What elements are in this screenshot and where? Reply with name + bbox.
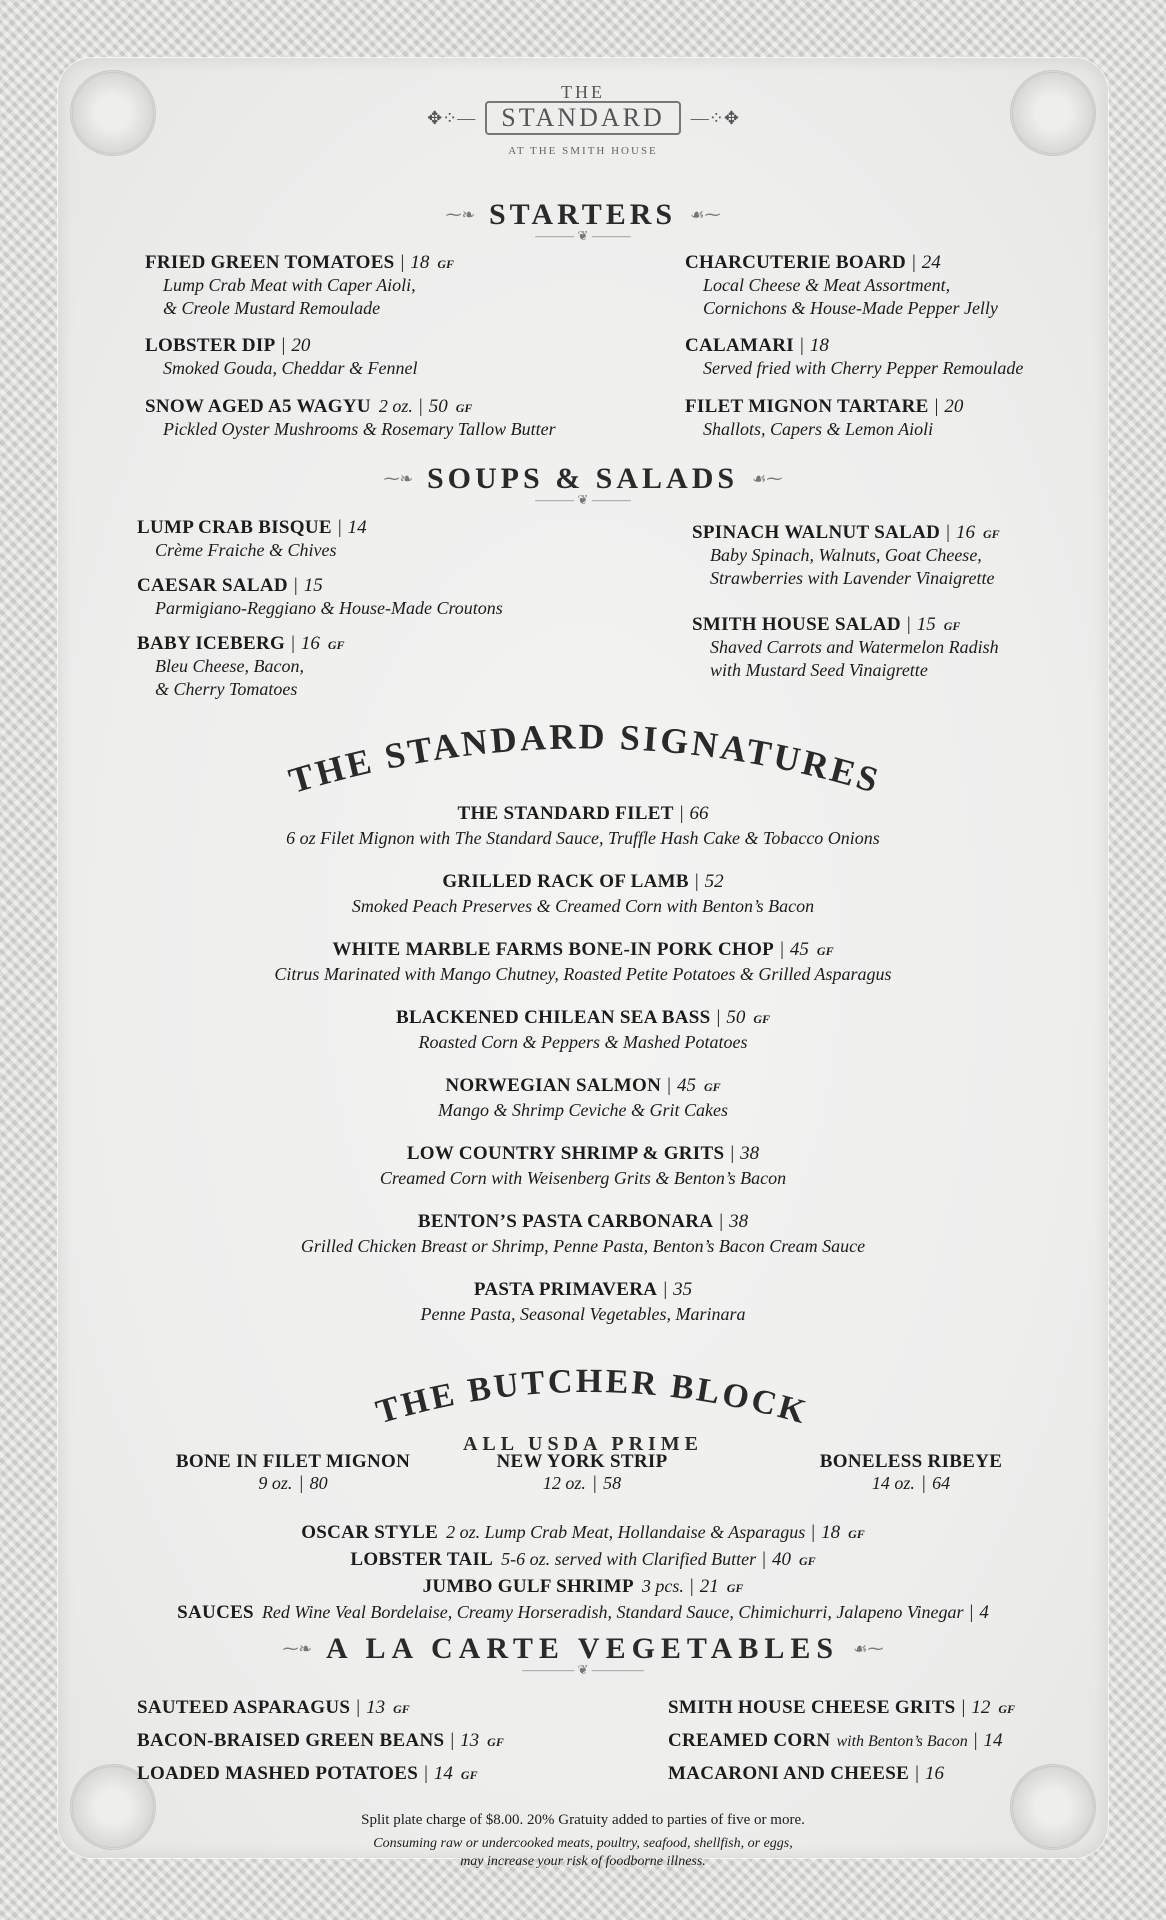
ornament-underline-icon: ——— ❦ ——— (535, 228, 631, 243)
description-line: & Creole Mustard Remoulade (163, 298, 381, 318)
description-line: Smoked Gouda, Cheddar & Fennel (163, 358, 418, 378)
gluten-free-badge: GF (460, 1768, 478, 1782)
item-description (685, 418, 963, 441)
menu-item-title (685, 252, 998, 274)
cut-size: 12 oz. (542, 1473, 586, 1493)
gluten-free-badge: GF (437, 257, 455, 271)
description-line: Strawberries with Lavender Vinaigrette (710, 568, 995, 588)
menu-item (692, 522, 1000, 590)
menu-item (685, 396, 963, 441)
price-separator: | (450, 1730, 455, 1751)
cut-price: 80 (309, 1473, 328, 1493)
addon-price: 21 (699, 1576, 719, 1597)
item-description (145, 274, 454, 320)
menu-item-title (0, 803, 1166, 825)
arched-heading (0, 716, 1166, 806)
menu-item (137, 517, 367, 562)
heading-text: THE STANDARD SIGNATURES (284, 716, 886, 802)
item-description (145, 418, 556, 441)
gluten-free-badge: GF (998, 1702, 1016, 1716)
menu-item-title (137, 633, 345, 655)
vegetable-item (137, 1730, 504, 1752)
gluten-free-badge: GF (455, 401, 473, 415)
item-note: with Benton’s Bacon (836, 1733, 968, 1750)
price-separator: | (969, 1602, 974, 1623)
ornament-right-icon: ☙⁓ (752, 471, 783, 488)
gluten-free-badge: GF (726, 1581, 744, 1595)
menu-item (137, 633, 345, 701)
price-separator: | (293, 575, 298, 596)
menu-item-title (145, 335, 417, 357)
item-description (685, 357, 1023, 380)
item-price: 14 (983, 1730, 1003, 1751)
item-description: Smoked Peach Preserves & Creamed Corn with Benton’s Bacon (351, 896, 815, 916)
item-description: Creamed Corn with Weisenberg Grits & Benton’s Bacon (379, 1168, 787, 1188)
item-name: CALAMARI (685, 335, 795, 356)
addon-name: SAUCES (177, 1602, 254, 1623)
item-name: SMITH HOUSE SALAD (692, 614, 901, 635)
item-price: 52 (704, 871, 724, 892)
menu-item (692, 614, 999, 682)
item-description: Penne Pasta, Seasonal Vegetables, Marinara (420, 1304, 746, 1324)
ornament-right-icon: ☙⁓ (690, 207, 721, 224)
vegetable-item (137, 1697, 410, 1719)
gluten-free-badge: GF (982, 527, 1000, 541)
price-separator: | (961, 1697, 966, 1718)
vegetable-item (137, 1763, 478, 1785)
item-price: 18 (809, 335, 829, 356)
addon-name: JUMBO GULF SHRIMP (422, 1576, 634, 1597)
price-separator: | (934, 396, 939, 417)
signature-item (0, 1279, 1166, 1326)
price-separator: | (418, 396, 423, 417)
menu-item-title (145, 396, 556, 418)
price-separator: | (780, 939, 784, 960)
cut-name: BONE IN FILET MIGNON (175, 1451, 411, 1472)
addon-name: LOBSTER TAIL (350, 1549, 494, 1570)
item-price: 38 (740, 1143, 760, 1164)
price-separator: | (591, 1473, 598, 1494)
description-line: Shaved Carrots and Watermelon Radish (710, 637, 999, 657)
addon-price: 18 (821, 1522, 841, 1543)
price-separator: | (694, 871, 699, 892)
item-price: 38 (729, 1211, 749, 1232)
description-line: Baby Spinach, Walnuts, Goat Cheese, (710, 545, 982, 565)
signature-item (0, 803, 1166, 850)
addon-description: 5-6 oz. served with Clarified Butter (501, 1549, 757, 1569)
item-price: 16 (300, 633, 320, 654)
menu-item-title (137, 575, 503, 597)
item-price: 45 (676, 1075, 696, 1096)
cut-price: 64 (932, 1473, 951, 1493)
price-separator: | (973, 1730, 978, 1751)
item-description: Citrus Marinated with Mango Chutney, Roasted Petite Potatoes & Grilled Asparagus (274, 964, 892, 984)
flourish-left-icon: ✥⁘— (427, 107, 476, 128)
description-line: Parmigiano-Reggiano & House-Made Croutons (155, 598, 503, 618)
footer-charge-note: Split plate charge of $8.00. 20% Gratuity added to parties of five or more. (361, 1812, 805, 1828)
section-heading-starters (0, 198, 1166, 244)
description-line: Lump Crab Meat with Caper Aioli, (163, 275, 416, 295)
cut-name: NEW YORK STRIP (496, 1451, 668, 1472)
butcher-cut (432, 1451, 732, 1495)
item-name: LOBSTER DIP (145, 335, 276, 356)
description-line: & Cherry Tomatoes (155, 679, 298, 699)
item-description: Roasted Corn & Peppers & Mashed Potatoes (418, 1032, 748, 1052)
menu-item-title (0, 1075, 1166, 1097)
addon-description: 3 pcs. (641, 1576, 684, 1596)
price-separator: | (915, 1763, 919, 1784)
item-price: 16 (955, 522, 975, 543)
item-name: BLACKENED CHILEAN SEA BASS (395, 1007, 711, 1028)
price-separator: | (800, 335, 804, 356)
section-heading-butcher (0, 1362, 1166, 1456)
gluten-free-badge: GF (753, 1012, 770, 1026)
item-description (137, 539, 367, 562)
ornament-left-icon: ⁓❧ (445, 207, 475, 224)
addon-item (0, 1522, 1166, 1544)
signature-item (0, 1211, 1166, 1258)
item-price: 45 (789, 939, 809, 960)
item-description (137, 655, 345, 701)
price-separator: | (298, 1473, 304, 1494)
vegetable-item (668, 1763, 944, 1785)
menu-item-title (0, 1143, 1166, 1165)
item-description: Grilled Chicken Breast or Shrimp, Penne Pasta, Benton’s Bacon Cream Sauce (300, 1236, 866, 1256)
menu-item (145, 335, 417, 380)
cut-detail (143, 1473, 443, 1495)
item-description: 6 oz Filet Mignon with The Standard Sauce, Truffle Hash Cake & Tobacco Onions (286, 828, 880, 848)
logo-the: THE (561, 82, 605, 102)
heading-text: A LA CARTE VEGETABLES (325, 1632, 840, 1665)
price-separator: | (663, 1279, 668, 1300)
item-name: SNOW AGED A5 WAGYU (145, 396, 371, 417)
item-price: 20 (291, 335, 311, 356)
signature-item (0, 1143, 1166, 1190)
svg-text:THE STANDARD SIGNATURES (284, 716, 885, 801)
price-separator: | (667, 1075, 671, 1096)
item-price: 24 (921, 252, 941, 273)
description-line: Local Cheese & Meat Assortment, (703, 275, 951, 295)
price-separator: | (689, 1576, 694, 1597)
section-heading-soups (0, 462, 1166, 508)
addon-item (0, 1602, 1166, 1624)
addon-item (0, 1549, 1166, 1571)
price-separator: | (730, 1143, 735, 1164)
heading-text: STARTERS (488, 198, 677, 231)
price-separator: | (291, 633, 295, 654)
menu-footer (0, 1812, 1166, 1871)
menu-item-title (692, 522, 1000, 544)
description-line: with Mustard Seed Vinaigrette (710, 660, 928, 680)
heading-text: THE BUTCHER BLOCK (372, 1362, 813, 1432)
butcher-cut (761, 1451, 1061, 1495)
ornament-underline-icon: ———— ❦ ———— (522, 1662, 644, 1677)
gluten-free-badge: GF (327, 638, 345, 652)
item-name: THE STANDARD FILET (457, 803, 674, 824)
item-price: 14 (347, 517, 367, 538)
price-separator: | (762, 1549, 766, 1570)
item-name: LOADED MASHED POTATOES (137, 1763, 419, 1784)
addon-item (0, 1576, 1166, 1598)
ornament-right-icon: ☙⁓ (853, 1641, 884, 1658)
price-separator: | (911, 252, 916, 273)
price-separator: | (906, 614, 911, 635)
item-name: GRILLED RACK OF LAMB (442, 871, 689, 892)
price-separator: | (356, 1697, 361, 1718)
price-separator: | (920, 1473, 927, 1494)
item-name: SPINACH WALNUT SALAD (692, 522, 941, 543)
cut-detail (432, 1473, 732, 1495)
vegetable-item (668, 1697, 1015, 1719)
description-line: Served fried with Cherry Pepper Remoulade (703, 358, 1024, 378)
item-name: CREAMED CORN (668, 1730, 831, 1751)
item-name: FRIED GREEN TOMATOES (145, 252, 395, 273)
butcher-subtitle: ALL USDA PRIME (462, 1433, 704, 1455)
item-size: 2 oz. (378, 396, 413, 416)
signature-item (0, 871, 1166, 918)
addon-price: 40 (771, 1549, 791, 1570)
item-price: 15 (916, 614, 936, 635)
addon-description: Red Wine Veal Bordelaise, Creamy Horseradish, Standard Sauce, Chimichurri, Jalapeno Vinegar (261, 1602, 964, 1622)
price-separator: | (946, 522, 950, 543)
item-name: BENTON’S PASTA CARBONARA (417, 1211, 714, 1232)
menu-item-title (0, 1279, 1166, 1301)
menu-item-title (145, 252, 454, 274)
addon-description: 2 oz. Lump Crab Meat, Hollandaise & Asparagus (446, 1522, 806, 1542)
item-description (145, 357, 417, 380)
flourish-right-icon: —⁘✥ (690, 107, 739, 128)
cut-detail (761, 1473, 1061, 1495)
price-separator: | (719, 1211, 724, 1232)
ornament-left-icon: ⁓❧ (282, 1641, 312, 1658)
item-price: 13 (460, 1730, 480, 1751)
item-description (137, 597, 503, 620)
description-line: Bleu Cheese, Bacon, (155, 656, 304, 676)
item-name: MACARONI AND CHEESE (668, 1763, 910, 1784)
price-separator: | (400, 252, 405, 273)
menu-item-title (0, 939, 1166, 961)
menu-item (145, 252, 454, 320)
item-name: PASTA PRIMAVERA (473, 1279, 658, 1300)
section-heading-vegetables (0, 1632, 1166, 1678)
price-separator: | (281, 335, 286, 356)
cut-size: 14 oz. (871, 1473, 915, 1493)
price-separator: | (716, 1007, 721, 1028)
vegetable-item (668, 1730, 1003, 1752)
addon-price: 4 (979, 1602, 989, 1623)
gluten-free-badge: GF (848, 1527, 865, 1541)
item-price: 15 (303, 575, 323, 596)
item-name: NORWEGIAN SALMON (445, 1075, 662, 1096)
item-name: SMITH HOUSE CHEESE GRITS (668, 1697, 956, 1718)
item-name: SAUTEED ASPARAGUS (137, 1697, 351, 1718)
menu-item (685, 252, 998, 320)
item-name: LOW COUNTRY SHRIMP & GRITS (406, 1143, 725, 1164)
menu-item-title (137, 517, 367, 539)
signature-item (0, 1007, 1166, 1054)
item-price: 18 (410, 252, 430, 273)
gluten-free-badge: GF (798, 1554, 816, 1568)
signature-item (0, 939, 1166, 986)
item-name: CAESAR SALAD (137, 575, 288, 596)
item-name: LUMP CRAB BISQUE (137, 517, 332, 538)
menu-item-title (0, 1007, 1166, 1029)
svg-text:THE BUTCHER BLOCK (372, 1363, 812, 1432)
cut-name: BONELESS RIBEYE (819, 1451, 1003, 1472)
item-price: 12 (971, 1697, 991, 1718)
logo-standard: STANDARD (485, 101, 680, 135)
item-price: 14 (433, 1763, 453, 1784)
addon-name: OSCAR STYLE (301, 1522, 439, 1543)
restaurant-logo (0, 82, 1166, 157)
ornament-underline-icon: ——— ❦ ——— (535, 492, 631, 507)
menu-item-title (685, 335, 1023, 357)
section-heading-signatures (0, 716, 1166, 811)
menu-item-title (685, 396, 963, 418)
item-name: BABY ICEBERG (137, 633, 286, 654)
description-line: Shallots, Capers & Lemon Aioli (703, 419, 934, 439)
item-price: 50 (428, 396, 448, 417)
item-name: FILET MIGNON TARTARE (685, 396, 929, 417)
item-name: BACON-BRAISED GREEN BEANS (137, 1730, 445, 1751)
gluten-free-badge: GF (816, 944, 834, 958)
item-description: Mango & Shrimp Ceviche & Grit Cakes (438, 1100, 728, 1120)
menu-item-title (0, 1211, 1166, 1233)
gluten-free-badge: GF (393, 1702, 410, 1716)
menu-item (145, 396, 556, 441)
arched-heading (0, 1362, 1166, 1432)
price-separator: | (811, 1522, 816, 1543)
cut-price: 58 (603, 1473, 622, 1493)
logo-subtitle: AT THE SMITH HOUSE (508, 145, 658, 157)
item-description (685, 274, 998, 320)
signature-item (0, 1075, 1166, 1122)
item-price: 50 (726, 1007, 746, 1028)
menu-item-title (692, 614, 999, 636)
item-price: 20 (944, 396, 964, 417)
gluten-free-badge: GF (943, 619, 961, 633)
item-price: 35 (673, 1279, 693, 1300)
item-description (692, 544, 1000, 590)
heading-text: SOUPS & SALADS (427, 462, 739, 495)
description-line: Crème Fraiche & Chives (155, 540, 337, 560)
item-name: WHITE MARBLE FARMS BONE-IN PORK CHOP (332, 939, 775, 960)
item-price: 66 (689, 803, 709, 824)
butcher-cut (143, 1451, 443, 1495)
price-separator: | (679, 803, 684, 824)
description-line: Cornichons & House-Made Pepper Jelly (703, 298, 998, 318)
menu-item (137, 575, 503, 620)
price-separator: | (337, 517, 342, 538)
gluten-free-badge: GF (703, 1080, 721, 1094)
price-separator: | (424, 1763, 428, 1784)
menu-item (685, 335, 1023, 380)
footer-warning-line: Consuming raw or undercooked meats, poultry, seafood, shellfish, or eggs, (373, 1836, 793, 1851)
item-description (692, 636, 999, 682)
item-price: 13 (366, 1697, 386, 1718)
footer-warning-line: may increase your risk of foodborne illness. (460, 1854, 706, 1869)
ornament-left-icon: ⁓❧ (383, 471, 413, 488)
menu-item-title (0, 871, 1166, 893)
cut-size: 9 oz. (258, 1473, 293, 1493)
item-price: 16 (924, 1763, 944, 1784)
item-name: CHARCUTERIE BOARD (685, 252, 906, 273)
gluten-free-badge: GF (487, 1735, 504, 1749)
description-line: Pickled Oyster Mushrooms & Rosemary Tallow Butter (163, 419, 556, 439)
